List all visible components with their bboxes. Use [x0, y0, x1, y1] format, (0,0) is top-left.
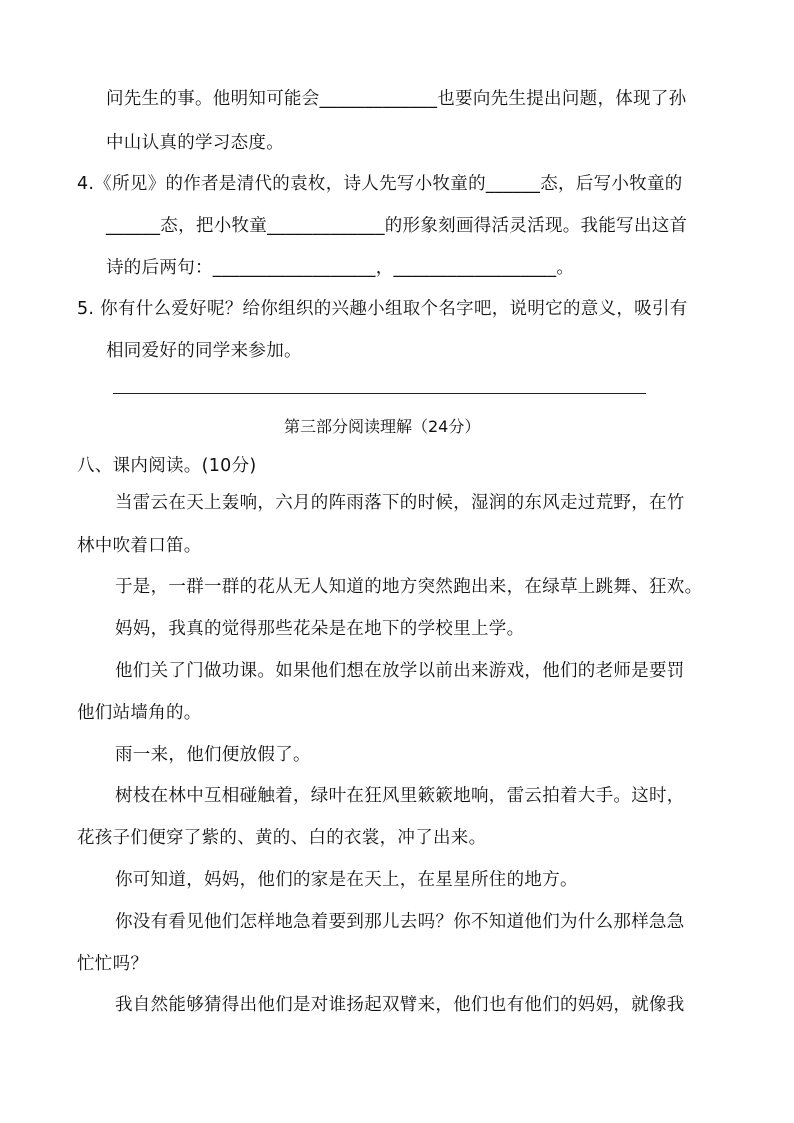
q3-line-2: 中山认真的学习态度。 — [106, 133, 284, 153]
passage-line: 你没有看见他们怎样地急着要到那儿去吗？你不知道他们为什么那样急急 — [115, 912, 685, 932]
passage-line: 林中吹着口笛。 — [77, 536, 202, 556]
passage-line: 当雷云在天上轰响，六月的阵雨落下的时候，湿润的东风走过荒野，在竹 — [115, 493, 685, 513]
passage-line: 他们关了门做功课。如果他们想在放学以前出来游戏，他们的老师是要罚 — [115, 661, 685, 681]
q4-line-2: ______态，把小牧童_____________的形象刻画得活灵活现。我能写出这首 — [106, 216, 688, 236]
question-8-heading: 八、课内阅读。(10分) — [77, 456, 257, 476]
passage-line: 雨一来，他们便放假了。 — [115, 745, 311, 765]
passage-line: 花孩子们便穿了紫的、黄的、白的衣裳，冲了出来。 — [77, 828, 487, 848]
q4-line-3: 诗的后两句：__________________，__________________。 — [106, 258, 575, 278]
passage-line: 树枝在林中互相碰触着，绿叶在狂风里簌簌地响，雷云拍着大手。这时， — [115, 786, 685, 806]
passage-line: 妈妈，我真的觉得那些花朵是在地下的学校里上学。 — [115, 619, 525, 639]
passage-line: 你可知道，妈妈，他们的家是在天上，在星星所住的地方。 — [115, 870, 578, 890]
q3-line-1: 问先生的事。他明知可能会_____________也要向先生提出问题，体现了孙 — [106, 89, 687, 109]
passage-line: 他们站墙角的。 — [77, 703, 202, 723]
passage-line: 我自然能够猜得出他们是对谁扬起双臂来，他们也有他们的妈妈，就像我 — [115, 995, 685, 1015]
passage-line: 忙忙吗？ — [77, 954, 149, 974]
q4-line-1: 4.《所见》的作者是清代的袁枚，诗人先写小牧童的______态，后写小牧童的 — [77, 174, 683, 194]
passage-line: 于是，一群一群的花从无人知道的地方突然跑出来，在绿草上跳舞、狂欢。 — [115, 577, 703, 597]
answer-line — [113, 393, 646, 394]
section-title: 第三部分阅读理解（24分） — [284, 417, 481, 436]
q5-line-2: 相同爱好的同学来参加。 — [106, 341, 302, 361]
q5-line-1: 5. 你有什么爱好呢？给你组织的兴趣小组取个名字吧，说明它的意义，吸引有 — [77, 299, 688, 319]
